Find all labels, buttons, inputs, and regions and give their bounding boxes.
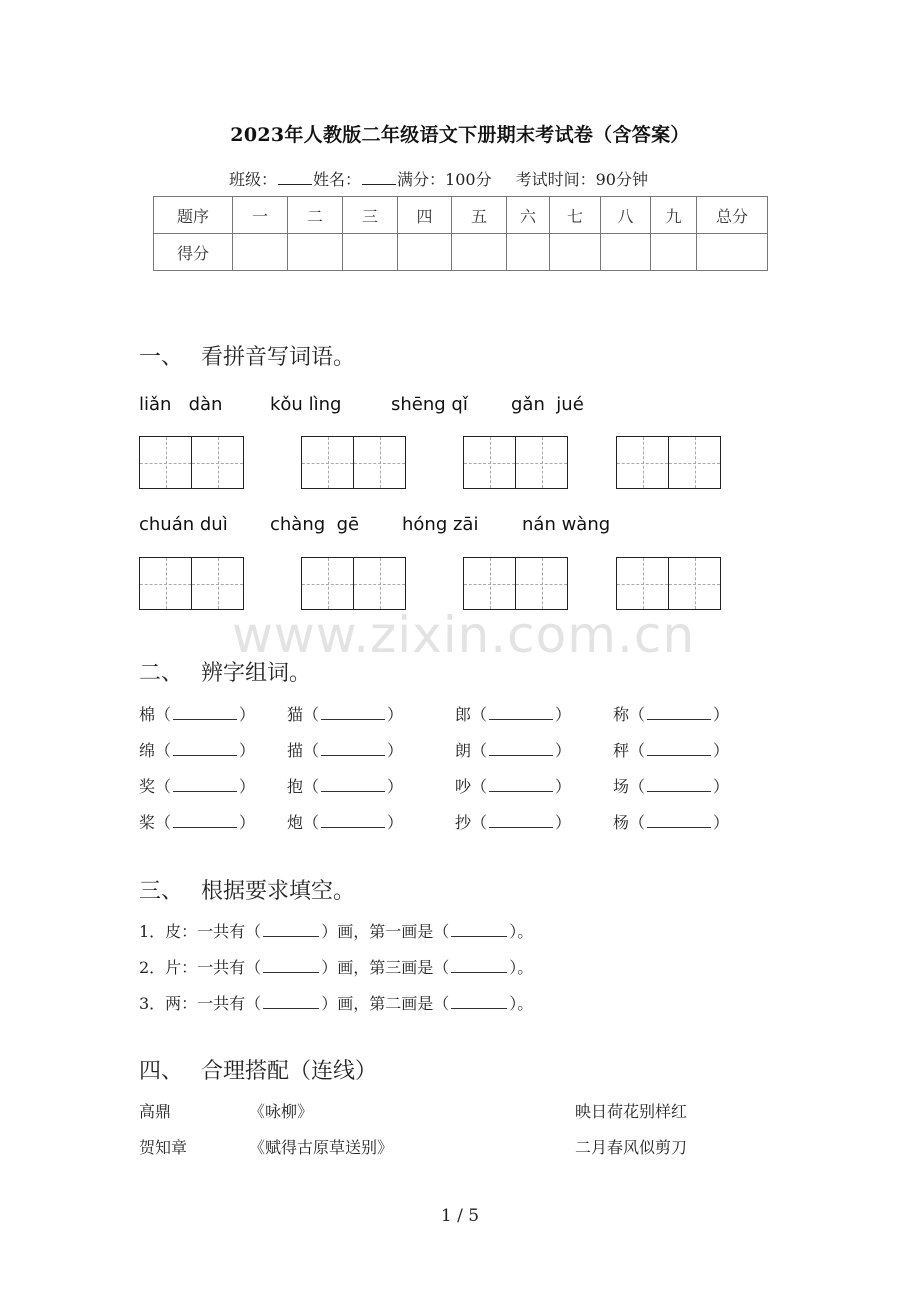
pinyin-item: gǎn jué [511,394,584,415]
answer-blank[interactable] [647,741,711,756]
score-cell[interactable] [398,234,452,271]
answer-blank[interactable] [173,813,237,828]
section-3-heading [139,874,355,905]
writing-grid[interactable] [463,436,568,489]
word-item: 朗（ ） [455,741,572,760]
section-title: 看拼音写词语。 [201,345,356,370]
score-cell[interactable] [452,234,507,271]
header-cell: 三 [343,197,398,234]
match-poem[interactable]: 《赋得古原草送别》 [249,1138,394,1157]
answer-blank[interactable] [451,994,507,1009]
full-score: 满分：100分 [397,170,492,189]
answer-blank[interactable] [489,813,553,828]
writing-grid[interactable] [139,436,244,489]
answer-blank[interactable] [263,922,319,937]
header-cell: 一 [233,197,288,234]
score-cell[interactable] [601,234,651,271]
header-cell: 四 [398,197,452,234]
word-item: 描（ ） [287,741,404,760]
exam-time: 考试时间：90分钟 [515,170,648,189]
word-item: 炮（ ） [287,813,404,832]
header-cell: 题序 [154,197,233,234]
fill-item: 1．皮：一共有（ ）画，第一画是（ ）。 [139,922,534,941]
word-item: 吵（ ） [455,777,572,796]
header-cell: 七 [550,197,601,234]
answer-blank[interactable] [321,741,385,756]
answer-blank[interactable] [451,922,507,937]
writing-grid[interactable] [463,557,568,610]
exam-meta [229,167,648,190]
score-cell[interactable] [233,234,288,271]
score-table [153,196,768,271]
word-item: 绵（ ） [139,741,256,760]
word-item: 场（ ） [613,777,730,796]
pinyin-item: shēng qǐ [391,394,468,415]
section-number: 三、 [139,879,184,904]
word-item: 棉（ ） [139,705,256,724]
header-cell: 总分 [697,197,768,234]
section-1-heading [139,340,355,371]
answer-blank[interactable] [647,813,711,828]
word-item: 称（ ） [613,705,730,724]
answer-blank[interactable] [489,741,553,756]
writing-grid[interactable] [139,557,244,610]
writing-grid[interactable] [301,557,406,610]
answer-blank[interactable] [173,741,237,756]
score-table-header-row [154,197,768,234]
match-author[interactable]: 贺知章 [139,1138,188,1157]
answer-blank[interactable] [647,777,711,792]
document-title: 2023年人教版二年级语文下册期末考试卷（含答案） [230,124,690,146]
score-table-score-row [154,234,768,271]
word-item: 秤（ ） [613,741,730,760]
header-cell: 二 [288,197,343,234]
writing-grid[interactable] [616,436,721,489]
word-item: 抱（ ） [287,777,404,796]
score-cell[interactable] [343,234,398,271]
score-cell[interactable] [288,234,343,271]
header-cell: 八 [601,197,651,234]
section-4-heading [139,1054,377,1085]
pinyin-item: liǎn dàn [139,394,223,415]
word-item: 抄（ ） [455,813,572,832]
header-cell: 九 [651,197,697,234]
word-item: 郎（ ） [455,705,572,724]
fill-item: 2．片：一共有（ ）画，第三画是（ ）。 [139,958,534,977]
word-item: 桨（ ） [139,813,256,832]
answer-blank[interactable] [321,705,385,720]
answer-blank[interactable] [489,705,553,720]
word-item: 奖（ ） [139,777,256,796]
section-title: 辨字组词。 [201,661,312,686]
answer-blank[interactable] [321,813,385,828]
pinyin-item: kǒu lìng [270,394,342,415]
word-item: 杨（ ） [613,813,730,832]
answer-blank[interactable] [321,777,385,792]
score-cell[interactable] [651,234,697,271]
fill-item: 3．两：一共有（ ）画，第二画是（ ）。 [139,994,534,1013]
pinyin-item: nán wàng [522,514,611,535]
header-cell: 六 [507,197,550,234]
name-blank [362,170,396,185]
section-2-heading [139,656,311,687]
match-line[interactable]: 二月春风似剪刀 [575,1138,688,1157]
writing-grid[interactable] [616,557,721,610]
writing-grid[interactable] [301,436,406,489]
score-cell[interactable] [550,234,601,271]
answer-blank[interactable] [263,994,319,1009]
answer-blank[interactable] [173,777,237,792]
match-line[interactable]: 映日荷花别样红 [575,1102,688,1121]
page-number: 1 / 5 [440,1206,480,1226]
answer-blank[interactable] [489,777,553,792]
match-poem[interactable]: 《咏柳》 [249,1102,314,1121]
section-number: 二、 [139,661,184,686]
score-cell[interactable] [507,234,550,271]
answer-blank[interactable] [173,705,237,720]
answer-blank[interactable] [263,958,319,973]
match-author[interactable]: 高鼎 [139,1102,172,1121]
pinyin-item: chàng gē [270,514,360,535]
watermark: www.zixin.com.cn [232,606,696,664]
answer-blank[interactable] [647,705,711,720]
section-title: 根据要求填空。 [201,879,356,904]
section-number: 一、 [139,345,184,370]
header-cell: 五 [452,197,507,234]
word-item: 猫（ ） [287,705,404,724]
section-number: 四、 [139,1059,184,1084]
score-cell[interactable] [697,234,768,271]
class-blank [278,170,312,185]
score-row-label: 得分 [154,234,233,271]
answer-blank[interactable] [451,958,507,973]
pinyin-item: hóng zāi [402,514,479,535]
section-title: 合理搭配（连线） [201,1059,378,1084]
class-label: 班级： [229,170,278,189]
name-label: 姓名： [313,170,362,189]
pinyin-item: chuán duì [139,514,228,535]
